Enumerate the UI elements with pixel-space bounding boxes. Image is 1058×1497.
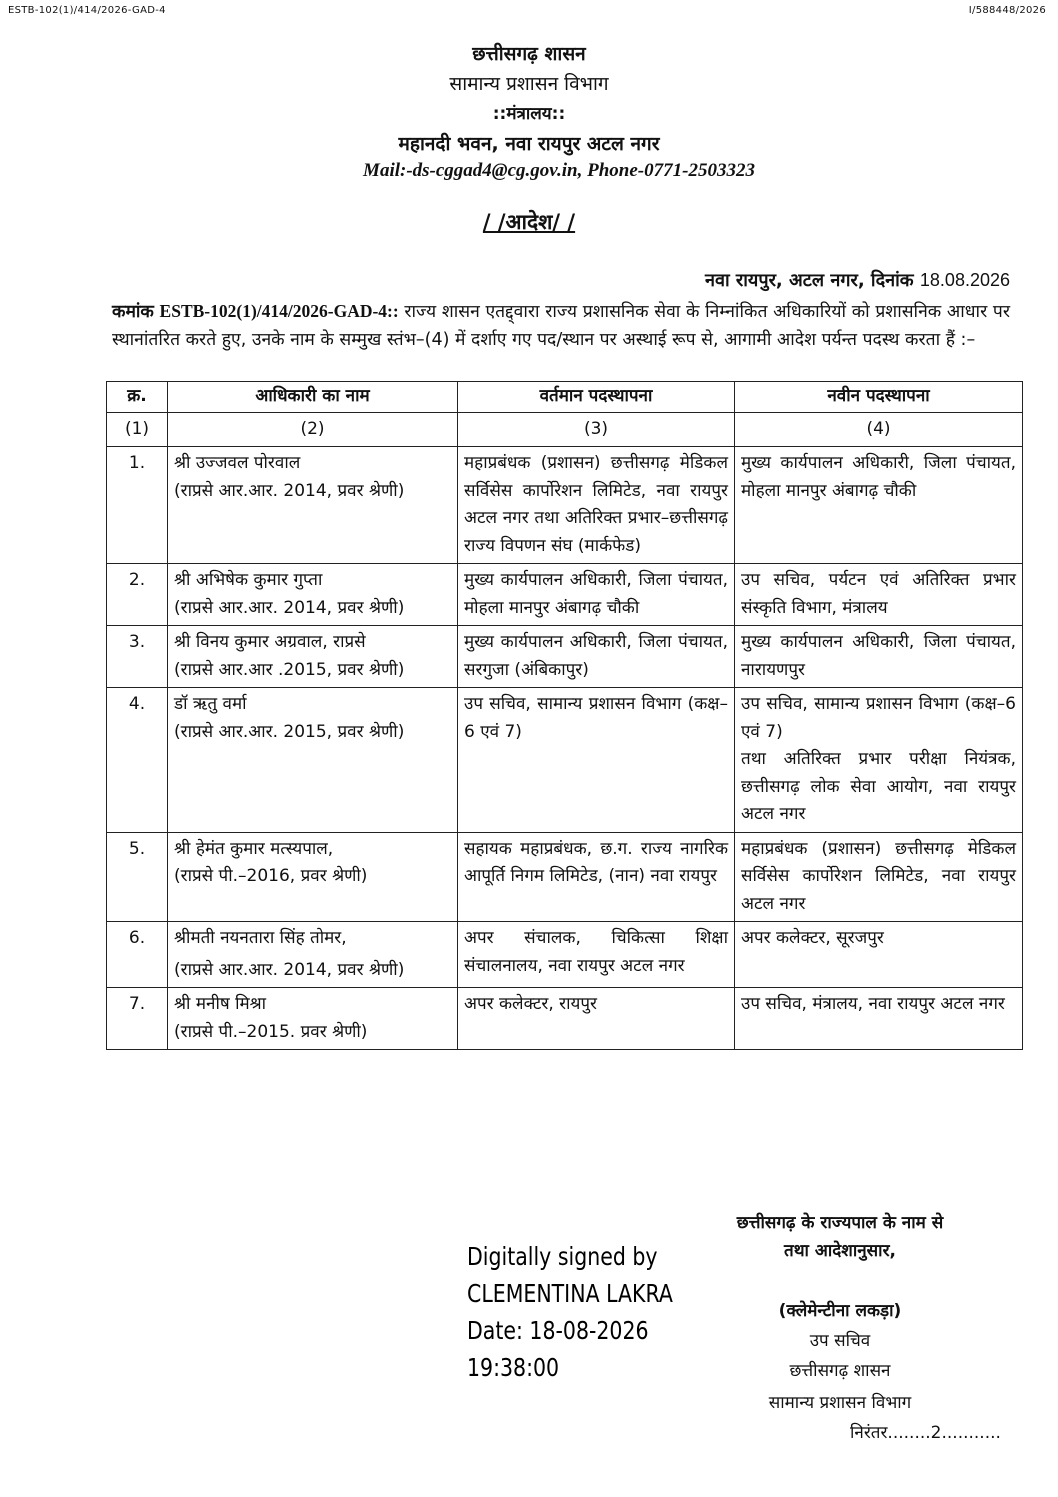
- new-posting: मुख्य कार्यपालन अधिकारी, जिला पंचायत, मोहला मानपुर अंबागढ़ चौकी: [735, 447, 1023, 564]
- officer-name-cell: [168, 626, 458, 688]
- current-posting: सहायक महाप्रबंधक, छ.ग. राज्य नागरिक आपूर्ति निगम लिमिटेड, (नान) नवा रायपुर: [458, 832, 735, 922]
- officer-service: (राप्रसे आर.आर. 2015, प्रवर श्रेणी): [174, 721, 405, 742]
- order-paragraph: [112, 297, 1010, 354]
- signature-authority-line1: छत्तीसगढ़ के राज्यपाल के नाम से: [736, 1213, 944, 1233]
- serial-number: 7.: [107, 988, 168, 1050]
- letterhead-ministry: ::मंत्रालय::: [492, 104, 566, 124]
- officer-name-cell: [168, 688, 458, 833]
- table-column-number-row: [107, 412, 1023, 447]
- new-posting: अपर कलेक्टर, सूरजपुर: [735, 922, 1023, 988]
- officer-name: श्रीमती नयनतारा सिंह तोमर,: [174, 928, 347, 948]
- officer-name-cell: [168, 988, 458, 1050]
- current-posting: अपर कलेक्टर, रायपुर: [458, 988, 735, 1050]
- dateline-date: 18.08.2026: [919, 270, 1010, 290]
- officer-name: श्री विनय कुमार अग्रवाल, राप्रसे: [174, 632, 366, 652]
- new-posting-additional-charge: तथा अतिरिक्त प्रभार परीक्षा नियंत्रक, छत्तीसगढ़ लोक सेवा आयोग, नवा रायपुर अटल नगर: [741, 749, 1016, 824]
- col-number: (4): [735, 412, 1023, 447]
- col-header-current-posting: वर्तमान पदस्थापना: [458, 382, 735, 413]
- table-row: [107, 626, 1023, 688]
- table-row: [107, 688, 1023, 833]
- kramank-label: कमांक: [112, 302, 154, 322]
- new-posting: उप सचिव, मंत्रालय, नवा रायपुर अटल नगर: [735, 988, 1023, 1050]
- current-posting: उप सचिव, सामान्य प्रशासन विभाग (कक्ष–6 एवं 7): [458, 688, 735, 833]
- officer-name: श्री उज्जवल पोरवाल: [174, 453, 301, 473]
- header-reference-left: ESTB-102(1)/414/2026-GAD-4: [8, 5, 166, 16]
- officer-name-cell: [168, 447, 458, 564]
- officer-name: डॉ ऋतु वर्मा: [174, 694, 247, 714]
- col-header-new-posting: नवीन पदस्थापना: [735, 382, 1023, 413]
- serial-number: 5.: [107, 832, 168, 922]
- letterhead-government: छत्तीसगढ़ शासन: [472, 43, 586, 65]
- officer-service: (राप्रसे पी.–2016, प्रवर श्रेणी): [174, 866, 368, 886]
- table-row: [107, 447, 1023, 564]
- digital-signature-stamp: [467, 1238, 673, 1386]
- serial-number: 1.: [107, 447, 168, 564]
- table-header-row: [107, 382, 1023, 413]
- dateline: [705, 268, 1010, 292]
- officer-name-cell: [168, 564, 458, 626]
- current-posting: मुख्य कार्यपालन अधिकारी, जिला पंचायत, सरगुजा (अंबिकापुर): [458, 626, 735, 688]
- col-number: (3): [458, 412, 735, 447]
- new-posting-cell: [735, 688, 1023, 833]
- officer-name-cell: [168, 922, 458, 988]
- header-reference-right: I/588448/2026: [968, 5, 1046, 16]
- signature-authority-line2: तथा आदेशानुसार,: [784, 1241, 896, 1261]
- officer-service: (राप्रसे आर.आर. 2014, प्रवर श्रेणी): [174, 597, 405, 618]
- officer-name-cell: [168, 832, 458, 922]
- col-header-name: आधिकारी का नाम: [168, 382, 458, 413]
- transfer-table: [106, 381, 1023, 1050]
- digital-signature-signer: CLEMENTINA LAKRA: [467, 1279, 673, 1308]
- current-posting: महाप्रबंधक (प्रशासन) छत्तीसगढ़ मेडिकल सर्विसेस कार्पोरेशन लिमिटेड, नवा रायपुर अटल नगर तथा अतिरिक्त प्रभार–छत्तीसगढ़ राज्य विपणन संघ (मार्कफेड): [458, 447, 735, 564]
- table-row: [107, 564, 1023, 626]
- officer-service: (राप्रसे पी.–2015. प्रवर श्रेणी): [174, 1021, 368, 1042]
- signatory-organisation: छत्तीसगढ़ शासन: [789, 1361, 891, 1381]
- letterhead-contact: Mail:-ds-cggad4@cg.gov.in, Phone-0771-2503323: [363, 160, 755, 181]
- col-header-serial: क्र.: [107, 382, 168, 413]
- continued-page-note: निरंतर........2...........: [850, 1423, 1001, 1443]
- order-reference: ESTB-102(1)/414/2026-GAD-4::: [159, 301, 399, 321]
- officer-service: (राप्रसे आर.आर. 2014, प्रवर श्रेणी): [174, 959, 405, 980]
- signatory-department: सामान्य प्रशासन विभाग: [768, 1393, 912, 1413]
- serial-number: 3.: [107, 626, 168, 688]
- col-number: (1): [107, 412, 168, 447]
- letterhead-address: महानदी भवन, नवा रायपुर अटल नगर: [398, 133, 660, 155]
- col-number: (2): [168, 412, 458, 447]
- current-posting: अपर संचालक, चिकित्सा शिक्षा संचालनालय, नवा रायपुर अटल नगर: [458, 922, 735, 988]
- new-posting: मुख्य कार्यपालन अधिकारी, जिला पंचायत, नारायणपुर: [735, 626, 1023, 688]
- serial-number: 4.: [107, 688, 168, 833]
- serial-number: 6.: [107, 922, 168, 988]
- digital-signature-time: 19:38:00: [467, 1353, 560, 1382]
- digital-signature-line: Digitally signed by: [467, 1242, 658, 1271]
- order-title: / /आदेश/ /: [482, 210, 576, 234]
- dateline-place: नवा रायपुर, अटल नगर, दिनांक: [704, 270, 914, 291]
- current-posting: मुख्य कार्यपालन अधिकारी, जिला पंचायत, मोहला मानपुर अंबागढ़ चौकी: [458, 564, 735, 626]
- table-row: [107, 832, 1023, 922]
- officer-name: श्री अभिषेक कुमार गुप्ता: [174, 570, 323, 590]
- digital-signature-date: Date: 18-08-2026: [467, 1316, 649, 1345]
- table-row: [107, 922, 1023, 988]
- officer-name: श्री मनीष मिश्रा: [174, 994, 267, 1014]
- letterhead-department: सामान्य प्रशासन विभाग: [449, 73, 609, 95]
- new-posting: उप सचिव, सामान्य प्रशासन विभाग (कक्ष–6 एवं 7): [741, 694, 1016, 742]
- new-posting: महाप्रबंधक (प्रशासन) छत्तीसगढ़ मेडिकल सर्विसेस कार्पोरेशन लिमिटेड, नवा रायपुर अटल नगर: [735, 832, 1023, 922]
- order-text: राज्य शासन एतद्द्वारा राज्य प्रशासनिक सेवा के निम्नांकित अधिकारियों को प्रशासनिक आधार पर स्थानांतरित करते हुए, उनके नाम के सम्मुख स्तंभ–(4) में दर्शाए गए पद/स्थान पर अस्थाई रूप से, आगामी आदेश पर्यन्त पदस्थ करता हैं :–: [112, 302, 1010, 350]
- officer-service: (राप्रसे आर.आर. 2014, प्रवर श्रेणी): [174, 480, 405, 501]
- serial-number: 2.: [107, 564, 168, 626]
- signatory-name: (क्लेमेन्टीना लकड़ा): [778, 1301, 902, 1321]
- officer-name: श्री हेमंत कुमार मत्स्यपाल,: [174, 838, 334, 859]
- officer-service: (राप्रसे आर.आर .2015, प्रवर श्रेणी): [174, 659, 405, 680]
- new-posting: उप सचिव, पर्यटन एवं अतिरिक्त प्रभार संस्कृति विभाग, मंत्रालय: [735, 564, 1023, 626]
- table-row: [107, 988, 1023, 1050]
- signatory-designation: उप सचिव: [809, 1331, 871, 1351]
